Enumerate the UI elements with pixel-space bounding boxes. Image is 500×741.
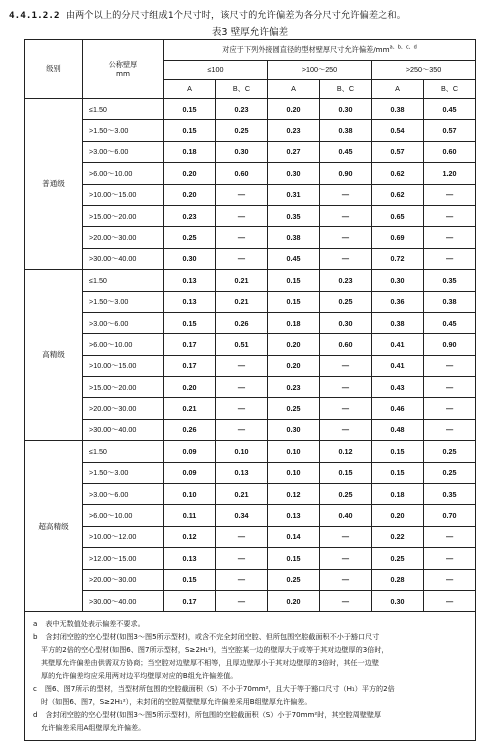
tolerance-cell: 0.51 (216, 334, 268, 355)
tolerance-cell: 0.30 (216, 141, 268, 162)
table-row (25, 355, 476, 376)
nominal-thickness-cell: >1.50～3.00 (83, 462, 164, 483)
table-row (25, 312, 476, 333)
header-range-1: ≤100 (164, 61, 268, 80)
tolerance-cell: — (424, 205, 476, 226)
tolerance-cell: — (424, 548, 476, 569)
footnote-line: 其壁厚允许偏差由供需双方协商；当空腔对边壁厚不相等，且厚边壁厚小于其对边壁厚的3倍时，其任一边壁 (41, 658, 379, 668)
nominal-thickness-cell: ≤1.50 (83, 441, 164, 462)
tolerance-cell: 0.12 (268, 484, 320, 505)
table-row (25, 270, 476, 291)
tolerance-cell: 0.09 (164, 441, 216, 462)
header-col-bc: B、C (216, 80, 268, 99)
tolerance-cell: 0.28 (372, 569, 424, 590)
tolerance-cell: — (320, 526, 372, 547)
tolerance-cell: 0.35 (424, 484, 476, 505)
nominal-thickness-cell: >3.00～6.00 (83, 312, 164, 333)
tolerance-cell: 0.25 (372, 548, 424, 569)
nominal-thickness-cell: >3.00～6.00 (83, 141, 164, 162)
tolerance-cell: — (424, 569, 476, 590)
header-span-sup: a、b、c、d (389, 45, 417, 51)
tolerance-cell: 0.10 (216, 441, 268, 462)
nominal-thickness-cell: >15.00～20.00 (83, 377, 164, 398)
tolerance-cell: 0.60 (424, 141, 476, 162)
header-nominal-line1: 公称壁厚 (108, 59, 138, 69)
table-row (25, 398, 476, 419)
tolerance-cell: 0.57 (372, 141, 424, 162)
header-span-text: 对应于下列外接圆直径的型材壁厚尺寸允许偏差/mm (222, 45, 390, 55)
tolerance-cell: 0.25 (268, 569, 320, 590)
table-row (25, 291, 476, 312)
tolerance-cell: — (320, 377, 372, 398)
tolerance-cell: 0.20 (164, 163, 216, 184)
footnote-label: a (33, 619, 38, 629)
footnote (33, 630, 467, 682)
header-nominal-line2: mm (115, 69, 130, 78)
tolerance-cell: 0.30 (164, 248, 216, 269)
tolerance-cell: 0.17 (164, 355, 216, 376)
footnote-label: b (33, 632, 38, 642)
tolerance-cell: — (216, 419, 268, 440)
tolerance-cell: 0.45 (424, 99, 476, 120)
tolerance-cell: 0.20 (164, 184, 216, 205)
tolerance-cell: 0.15 (164, 312, 216, 333)
footnote (33, 708, 467, 734)
tolerance-cell: 0.35 (268, 205, 320, 226)
tolerance-cell: 0.17 (164, 334, 216, 355)
table-row (25, 526, 476, 547)
tolerance-cell: 0.09 (164, 462, 216, 483)
nominal-thickness-cell: >30.00～40.00 (83, 248, 164, 269)
tolerance-cell: — (216, 205, 268, 226)
tolerance-cell: 0.57 (424, 120, 476, 141)
tolerance-cell: 0.40 (320, 505, 372, 526)
tolerance-cell: 0.45 (424, 312, 476, 333)
tolerance-cell: — (424, 355, 476, 376)
tolerance-cell: 0.20 (164, 377, 216, 398)
tolerance-cell: — (320, 184, 372, 205)
tolerance-cell: — (424, 248, 476, 269)
tolerance-cell: 0.20 (268, 334, 320, 355)
table-row (25, 548, 476, 569)
nominal-thickness-cell: >20.00～30.00 (83, 227, 164, 248)
tolerance-cell: 0.90 (424, 334, 476, 355)
nominal-thickness-cell: >30.00～40.00 (83, 590, 164, 611)
table-row (25, 569, 476, 590)
tolerance-cell: 0.30 (372, 590, 424, 611)
tolerance-cell: 0.62 (372, 163, 424, 184)
tolerance-cell: 0.15 (268, 291, 320, 312)
tolerance-cell: 0.60 (216, 163, 268, 184)
tolerance-cell: 0.25 (424, 441, 476, 462)
tolerance-cell: 0.70 (424, 505, 476, 526)
tolerance-cell: 0.30 (372, 270, 424, 291)
nominal-thickness-cell: >1.50～3.00 (83, 291, 164, 312)
table-caption: 表3 壁厚允许偏差 (211, 27, 289, 38)
footnote (33, 617, 467, 630)
tolerance-cell: 0.26 (216, 312, 268, 333)
nominal-thickness-cell: >6.00～10.00 (83, 505, 164, 526)
tolerance-cell: 0.65 (372, 205, 424, 226)
tolerance-cell: — (424, 526, 476, 547)
tolerance-cell: 0.13 (164, 548, 216, 569)
tolerance-cell: 0.18 (268, 312, 320, 333)
nominal-thickness-cell: >3.00～6.00 (83, 484, 164, 505)
table-row (25, 590, 476, 611)
footnote-label: d (33, 710, 38, 720)
tolerance-cell: 0.30 (268, 419, 320, 440)
tolerance-cell: 0.20 (268, 99, 320, 120)
tolerance-cell: 0.48 (372, 419, 424, 440)
tolerance-cell: — (320, 205, 372, 226)
tolerance-cell: 0.60 (320, 334, 372, 355)
tolerance-cell: 0.38 (372, 312, 424, 333)
tolerance-cell: 0.27 (268, 141, 320, 162)
nominal-thickness-cell: >12.00～15.00 (83, 548, 164, 569)
table-row (25, 377, 476, 398)
tolerance-cell: 0.21 (216, 270, 268, 291)
tolerance-cell: — (424, 419, 476, 440)
tolerance-cell: 0.69 (372, 227, 424, 248)
tolerance-cell: 0.34 (216, 505, 268, 526)
tolerance-cell: — (216, 526, 268, 547)
nominal-thickness-cell: >10.00～12.00 (83, 526, 164, 547)
table-row (25, 184, 476, 205)
tolerance-cell: — (424, 227, 476, 248)
tolerance-cell: 0.46 (372, 398, 424, 419)
clause-body: 由两个以上的分尺寸组成1个尺寸时，该尺寸的允许偏差为各分尺寸允许偏差之和。 (65, 10, 406, 21)
table-row (25, 205, 476, 226)
table-row (25, 484, 476, 505)
tolerance-cell: — (216, 248, 268, 269)
tolerance-cell: 0.11 (164, 505, 216, 526)
tolerance-cell: 0.13 (268, 505, 320, 526)
table-row (25, 120, 476, 141)
tolerance-cell: 0.23 (216, 99, 268, 120)
nominal-thickness-cell: >10.00～15.00 (83, 355, 164, 376)
nominal-thickness-cell: >15.00～20.00 (83, 205, 164, 226)
tolerance-cell: — (320, 398, 372, 419)
tolerance-cell: 0.10 (268, 441, 320, 462)
tolerance-cell: 0.20 (268, 355, 320, 376)
tolerance-cell: 1.20 (424, 163, 476, 184)
tolerance-cell: 0.36 (372, 291, 424, 312)
tolerance-cell: 0.21 (216, 291, 268, 312)
clause-text (9, 7, 406, 21)
tolerance-cell: 0.18 (372, 484, 424, 505)
tolerance-cell: 0.10 (268, 462, 320, 483)
tolerance-cell: 0.25 (320, 291, 372, 312)
tolerance-cell: 0.41 (372, 334, 424, 355)
tolerance-cell: 0.54 (372, 120, 424, 141)
nominal-thickness-cell: >10.00～15.00 (83, 184, 164, 205)
tolerance-cell: 0.90 (320, 163, 372, 184)
tolerance-cell: — (216, 184, 268, 205)
notes-cell (25, 612, 476, 741)
tolerance-cell: — (216, 398, 268, 419)
table-row (25, 99, 476, 120)
tolerance-cell: 0.13 (164, 270, 216, 291)
tolerance-cell: 0.45 (268, 248, 320, 269)
table-row (25, 141, 476, 162)
footnote-line: 允许偏差采用A组壁厚允许偏差。 (41, 723, 146, 733)
tolerance-cell: 0.13 (164, 291, 216, 312)
footnote-line: 表中无数值处表示偏差不要求。 (45, 619, 145, 629)
tolerance-cell: — (424, 377, 476, 398)
tolerance-cell: 0.15 (164, 569, 216, 590)
tolerance-cell: — (320, 590, 372, 611)
header-col-bc: B、C (320, 80, 372, 99)
tolerance-cell: 0.72 (372, 248, 424, 269)
tolerance-cell: 0.25 (164, 227, 216, 248)
tolerance-cell: 0.15 (320, 462, 372, 483)
tolerance-cell: 0.23 (320, 270, 372, 291)
table-row (25, 163, 476, 184)
tolerance-cell: 0.15 (372, 441, 424, 462)
tolerance-cell: 0.38 (268, 227, 320, 248)
header-nominal-thickness (83, 40, 164, 99)
footnote-line: 厚的允许偏差均应采用两对边平均壁厚对应的B组允许偏差值。 (41, 671, 238, 681)
tolerance-cell: 0.23 (164, 205, 216, 226)
header-grade: 级别 (25, 40, 83, 99)
tolerance-cell: 0.38 (372, 99, 424, 120)
table-row (25, 419, 476, 440)
tolerance-cell: 0.12 (320, 441, 372, 462)
nominal-thickness-cell: >30.00～40.00 (83, 419, 164, 440)
tolerance-cell: 0.38 (320, 120, 372, 141)
clause-number: 4.4.1.2.2 (9, 10, 60, 21)
table-row (25, 227, 476, 248)
tolerance-cell: — (216, 548, 268, 569)
table-row (25, 505, 476, 526)
footnote-line: 图6、图7所示的型材，当型材所包围的空腔截面积（S）不小于70mm²，且大于等于豁口尺寸（H₁）平方的2倍 (44, 684, 395, 694)
tolerance-cell: — (216, 569, 268, 590)
tolerance-cell: 0.31 (268, 184, 320, 205)
tolerance-cell: 0.10 (164, 484, 216, 505)
footnote-line: 含封闭空腔的空心型材(如图3～图5所示型材)，所包围的空腔截面积（S）小于70mm²时，其空腔周壁壁厚 (45, 710, 382, 720)
footnote (33, 682, 467, 708)
table-row (25, 248, 476, 269)
grade-label: 超高精级 (25, 441, 83, 612)
tolerance-cell: 0.38 (424, 291, 476, 312)
header-col-a: A (268, 80, 320, 99)
header-span-title (164, 40, 476, 61)
tolerance-cell: — (320, 227, 372, 248)
tolerance-cell: 0.20 (372, 505, 424, 526)
nominal-thickness-cell: >1.50～3.00 (83, 120, 164, 141)
tolerance-cell: 0.25 (268, 398, 320, 419)
tolerance-cell: 0.15 (268, 270, 320, 291)
tolerance-cell: 0.23 (268, 120, 320, 141)
tolerance-cell: 0.20 (268, 590, 320, 611)
table-row (25, 462, 476, 483)
table-row (25, 441, 476, 462)
tolerance-cell: 0.45 (320, 141, 372, 162)
tolerance-cell: — (320, 569, 372, 590)
tolerance-cell: 0.30 (320, 99, 372, 120)
nominal-thickness-cell: ≤1.50 (83, 99, 164, 120)
tolerance-cell: — (424, 398, 476, 419)
tolerance-cell: 0.14 (268, 526, 320, 547)
notes-row (25, 612, 476, 741)
footnote-line: 时（如图6、图7，S≥2H₁²），未封闭的空腔周壁壁厚允许偏差采用B组壁厚允许偏差。 (41, 697, 312, 707)
tolerance-cell: 0.15 (164, 120, 216, 141)
header-range-3: >250～350 (372, 61, 476, 80)
tolerance-cell: — (216, 377, 268, 398)
nominal-thickness-cell: >6.00～10.00 (83, 334, 164, 355)
tolerance-cell: 0.22 (372, 526, 424, 547)
tolerance-cell: 0.21 (216, 484, 268, 505)
tolerance-cell: — (216, 355, 268, 376)
tolerance-cell: 0.17 (164, 590, 216, 611)
tolerance-cell: 0.25 (424, 462, 476, 483)
tolerance-cell: 0.30 (268, 163, 320, 184)
header-col-bc: B、C (424, 80, 476, 99)
tolerance-cell: — (320, 419, 372, 440)
nominal-thickness-cell: ≤1.50 (83, 270, 164, 291)
grade-label: 高精级 (25, 270, 83, 441)
nominal-thickness-cell: >20.00～30.00 (83, 398, 164, 419)
tolerance-cell: — (320, 548, 372, 569)
header-range-2: >100～250 (268, 61, 372, 80)
footnote-label: c (33, 684, 37, 694)
header-row-1 (25, 40, 476, 61)
footnote-line: 含封闭空腔的空心型材(如图3～图5所示型材)，或含不完全封闭空腔、但所包围空腔截面积不小于豁口尺寸 (45, 632, 380, 642)
tolerance-cell: 0.30 (320, 312, 372, 333)
nominal-thickness-cell: >20.00～30.00 (83, 569, 164, 590)
nominal-thickness-cell: >6.00～10.00 (83, 163, 164, 184)
tolerance-cell: 0.21 (164, 398, 216, 419)
tolerance-cell: 0.25 (320, 484, 372, 505)
wall-thickness-tolerance-table (24, 39, 476, 741)
tolerance-cell: 0.35 (424, 270, 476, 291)
grade-label: 普通级 (25, 99, 83, 270)
header-col-a: A (164, 80, 216, 99)
footnote-line: 平方的2倍的空心型材(如图6、图7所示型材，S≥2H₁²)，当空腔某一边的壁厚大于或等于其对边壁厚的3倍时， (41, 645, 389, 655)
tolerance-cell: — (216, 227, 268, 248)
tolerance-cell: 0.25 (216, 120, 268, 141)
tolerance-cell: — (424, 590, 476, 611)
tolerance-cell: 0.18 (164, 141, 216, 162)
tolerance-cell: 0.26 (164, 419, 216, 440)
tolerance-cell: 0.23 (268, 377, 320, 398)
tolerance-cell: 0.12 (164, 526, 216, 547)
table-row (25, 334, 476, 355)
tolerance-cell: 0.15 (268, 548, 320, 569)
header-col-a: A (372, 80, 424, 99)
tolerance-cell: 0.15 (372, 462, 424, 483)
tolerance-cell: — (424, 184, 476, 205)
tolerance-cell: 0.41 (372, 355, 424, 376)
tolerance-cell: — (320, 355, 372, 376)
tolerance-cell: 0.43 (372, 377, 424, 398)
tolerance-cell: — (216, 590, 268, 611)
tolerance-cell: 0.62 (372, 184, 424, 205)
tolerance-cell: 0.15 (164, 99, 216, 120)
tolerance-cell: 0.13 (216, 462, 268, 483)
tolerance-cell: — (320, 248, 372, 269)
